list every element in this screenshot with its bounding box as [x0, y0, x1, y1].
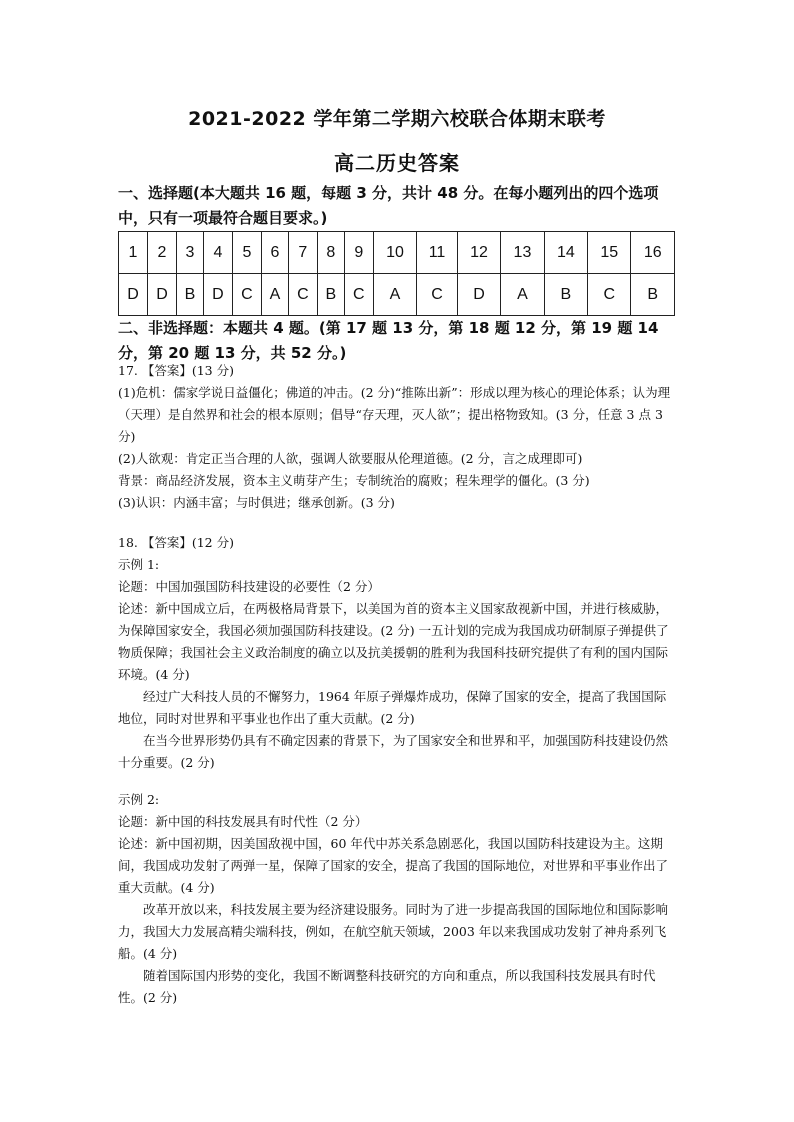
- question-number-cell: 11: [417, 232, 458, 274]
- question-number-cell: 8: [317, 232, 344, 274]
- question-number-cell: 16: [631, 232, 675, 274]
- question-18-example-2: [118, 789, 678, 1009]
- q17-part2: (2)人欲观：肯定正当合理的人欲，强调人欲要服从伦理道德。(2 分，言之成理即可): [118, 451, 583, 466]
- example-2-thesis: 论题：新中国的科技发展具有时代性（2 分）: [118, 814, 368, 829]
- answer-cell: B: [177, 274, 204, 316]
- answer-cell: D: [148, 274, 177, 316]
- answer-cell: C: [344, 274, 373, 316]
- exam-subtitle: 高二历史答案: [334, 151, 460, 175]
- answer-cell: D: [457, 274, 500, 316]
- example-2-argument: 论述：新中国初期，因美国敌视中国，60 年代中苏关系急剧恶化，我国以国防科技建设为主。这期间，我国成功发射了两弹一星，保障了国家的安全，提高了我国的国际地位，对世界和平事业作出了重大贡献。(4 分): [118, 836, 669, 895]
- question-number-cell: 14: [544, 232, 587, 274]
- answer-cell: C: [588, 274, 631, 316]
- answer-cell: B: [631, 274, 675, 316]
- answer-cell: A: [373, 274, 416, 316]
- example-1-thesis: 论题：中国加强国防科技建设的必要性（2 分）: [118, 579, 380, 594]
- question-number-cell: 9: [344, 232, 373, 274]
- question-number-cell: 5: [232, 232, 261, 274]
- section2-heading: 二、非选择题：本题共 4 题。(第 17 题 13 分，第 18 题 12 分，第 19 题 14 分，第 20 题 13 分，共 52 分。): [118, 319, 659, 362]
- example-2-label: 示例 2:: [118, 792, 160, 807]
- answer-table: [118, 231, 675, 316]
- question-number-cell: 6: [261, 232, 288, 274]
- example-1-paragraph-2: 经过广大科技人员的不懈努力，1964 年原子弹爆炸成功，保障了国家的安全，提高了我国国际地位，同时对世界和平事业也作出了重大贡献。(2 分): [118, 689, 667, 726]
- answer-table-answers-row: [119, 274, 675, 316]
- question-number-cell: 3: [177, 232, 204, 274]
- q17-title: 17. 【答案】(13 分): [118, 363, 234, 378]
- question-17-answer: [118, 360, 678, 514]
- question-18-example-1: [118, 532, 678, 774]
- answer-cell: C: [288, 274, 317, 316]
- answer-cell: B: [544, 274, 587, 316]
- answer-cell: A: [501, 274, 544, 316]
- question-number-cell: 15: [588, 232, 631, 274]
- example-1-argument: 论述：新中国成立后，在两极格局背景下，以美国为首的资本主义国家敌视新中国，并进行核威胁，为保障国家安全，我国必须加强国防科技建设。(2 分) 一五计划的完成为我国成功研制原子弹提供了物质保障；我国社会主义政治制度的确立以及抗美援朝的胜利为我国科技研究提供了有利的国内国际环境。(4 分): [118, 601, 669, 682]
- question-number-cell: 7: [288, 232, 317, 274]
- answer-cell: A: [261, 274, 288, 316]
- example-1-label: 示例 1:: [118, 557, 160, 572]
- question-number-cell: 10: [373, 232, 416, 274]
- answer-cell: D: [203, 274, 232, 316]
- question-number-cell: 1: [119, 232, 148, 274]
- example-2-paragraph-3: 随着国际国内形势的变化，我国不断调整科技研究的方向和重点，所以我国科技发展具有时代性。(2 分): [118, 968, 656, 1005]
- question-number-cell: 12: [457, 232, 500, 274]
- answer-cell: D: [119, 274, 148, 316]
- answer-cell: C: [417, 274, 458, 316]
- answer-table-numbers-row: [119, 232, 675, 274]
- answer-cell: B: [317, 274, 344, 316]
- q17-part1: (1)危机：儒家学说日益僵化；佛道的冲击。(2 分)“推陈出新”：形成以理为核心的理论体系；认为理（天理）是自然界和社会的根本原则；倡导“存天理，灭人欲”；提出格物致知。(3 分，任意 3 点 3 分): [118, 385, 671, 444]
- q18-title: 18. 【答案】(12 分): [118, 535, 234, 550]
- q17-background: 背景：商品经济发展，资本主义萌芽产生；专制统治的腐败；程朱理学的僵化。(3 分): [118, 473, 590, 488]
- question-number-cell: 2: [148, 232, 177, 274]
- q17-part3: (3)认识：内涵丰富；与时俱进；继承创新。(3 分): [118, 495, 395, 510]
- question-number-cell: 13: [501, 232, 544, 274]
- example-1-paragraph-3: 在当今世界形势仍具有不确定因素的背景下，为了国家安全和世界和平，加强国防科技建设仍然十分重要。(2 分): [118, 733, 669, 770]
- example-2-paragraph-2: 改革开放以来，科技发展主要为经济建设服务。同时为了进一步提高我国的国际地位和国际影响力，我国大力发展高精尖端科技，例如，在航空航天领域，2003 年以来我国成功发射了神舟系列飞船。(4 分): [118, 902, 669, 961]
- section1-heading: 一、选择题(本大题共 16 题，每题 3 分，共计 48 分。在每小题列出的四个选项中，只有一项最符合题目要求。): [118, 184, 659, 227]
- answer-cell: C: [232, 274, 261, 316]
- exam-title: 2021-2022 学年第二学期六校联合体期末联考: [188, 108, 606, 130]
- question-number-cell: 4: [203, 232, 232, 274]
